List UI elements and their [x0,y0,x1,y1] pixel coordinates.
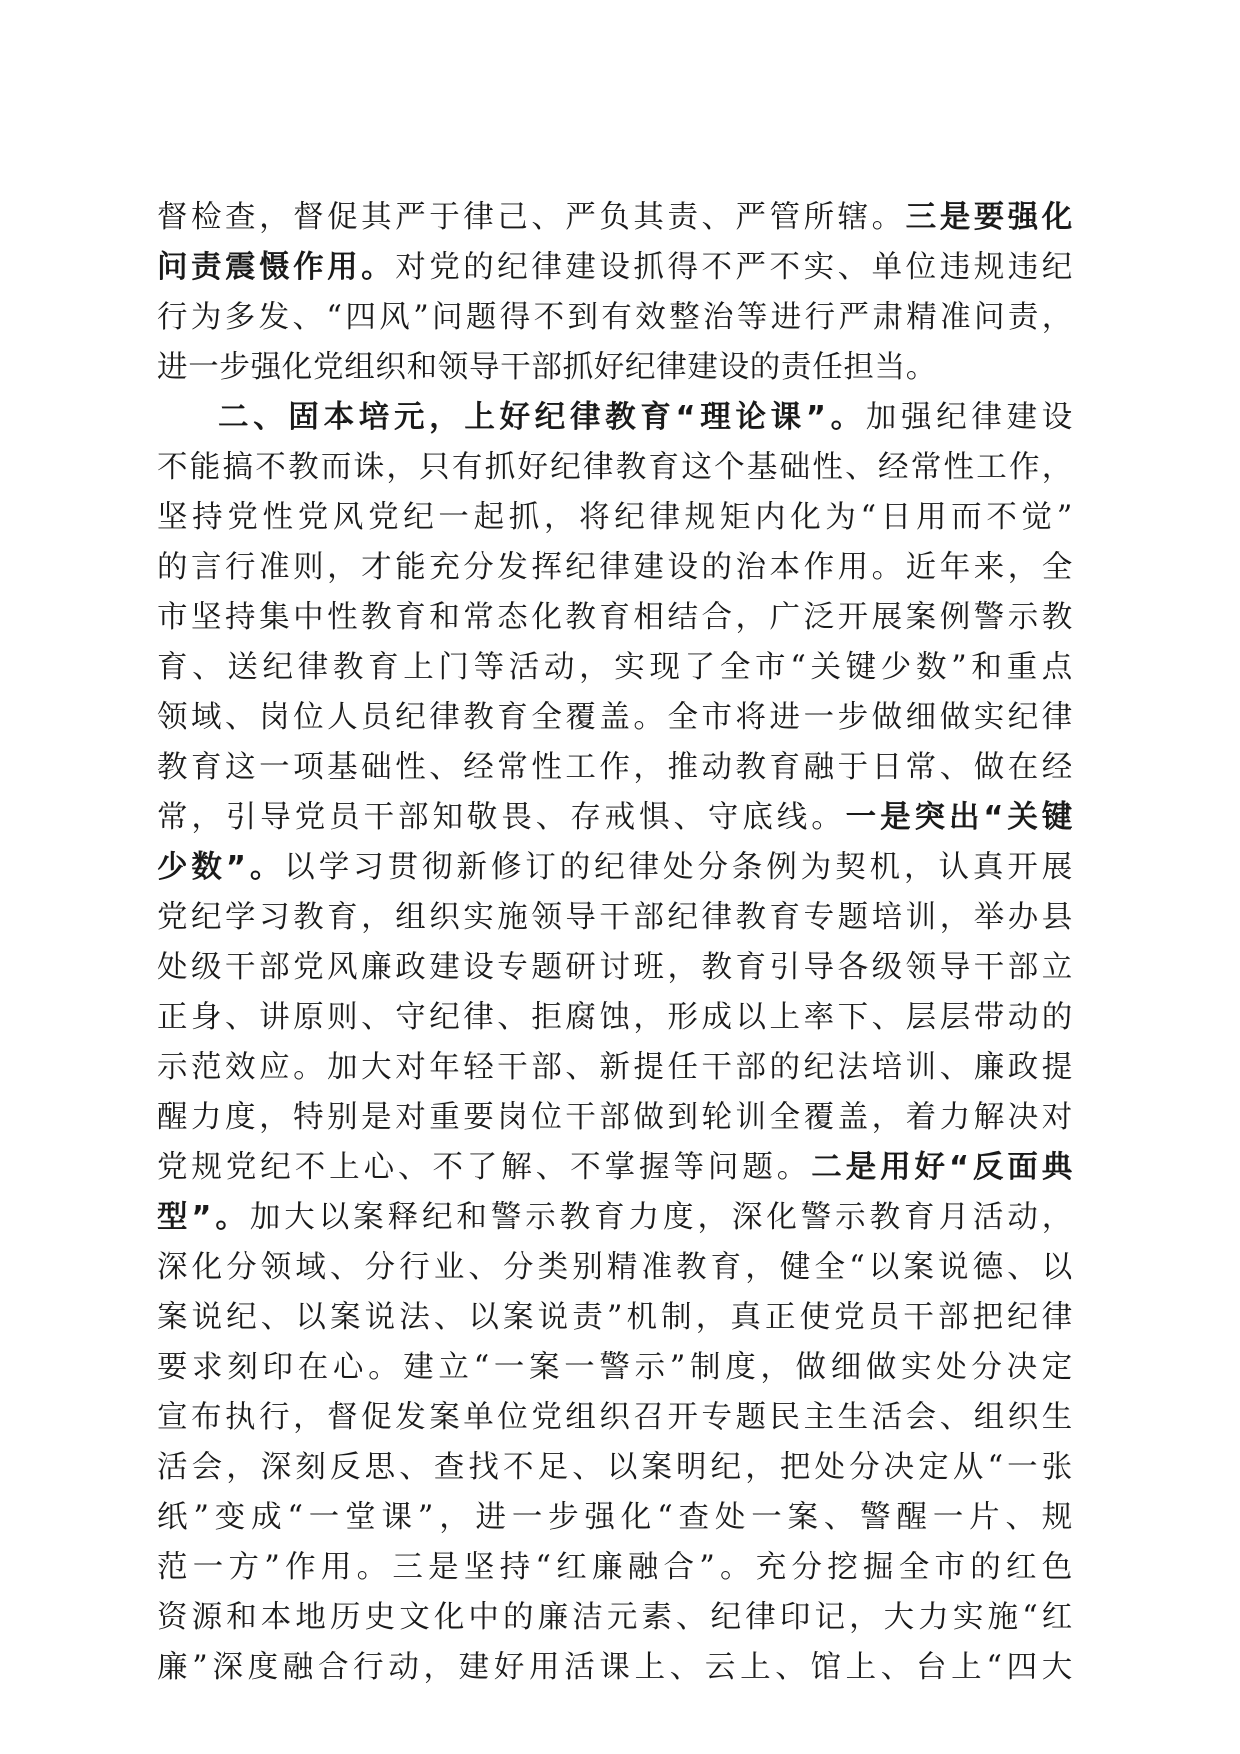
text-segment: 处级干部党风廉政建设专题研讨班，教育引导各级领导干部立 [157,950,1073,985]
text-segment: 宣布执行，督促发案单位党组织召开专题民主生活会、组织生 [157,1400,1073,1435]
text-segment: 坚持党性党风党纪一起抓，将纪律规矩内化为“日用而不觉” [157,500,1073,535]
text-segment: 常，引导党员干部知敬畏、存戒惧、守底线。 [157,800,846,835]
bold-text-segment: 一是突出“关键 [845,800,1073,835]
bold-text-segment: 三是要强化 [905,200,1073,235]
text-line [157,193,1073,243]
text-segment: 正身、讲原则、守纪律、拒腐蚀，形成以上率下、层层带动的 [157,1000,1073,1035]
document-body [157,193,1073,1693]
bold-text-segment: 问责震慑作用。 [157,250,396,285]
text-segment: 不能搞不教而诛，只有抓好纪律教育这个基础性、经常性工作， [157,450,1073,485]
text-segment: 廉”深度融合行动，建好用活课上、云上、馆上、台上“四大 [157,1650,1073,1685]
text-line [157,993,1073,1043]
text-segment: 要求刻印在心。建立“一案一警示”制度，做细做实处分决定 [157,1350,1073,1385]
text-line [157,793,1073,843]
text-line [157,493,1073,543]
text-segment: 党纪学习教育，组织实施领导干部纪律教育专题培训，举办县 [157,900,1073,935]
text-line [157,1043,1073,1093]
text-segment: 育、送纪律教育上门等活动，实现了全市“关键少数”和重点 [157,650,1073,685]
text-segment: 进一步强化党组织和领导干部抓好纪律建设的责任担当。 [157,350,937,385]
text-segment: 活会，深刻反思、查找不足、以案明纪，把处分决定从“一张 [157,1450,1073,1485]
text-segment: 范一方”作用。三是坚持“红廉融合”。充分挖掘全市的红色 [157,1550,1073,1585]
text-line [157,393,1073,443]
text-line [157,943,1073,993]
text-line [157,243,1073,293]
text-line [157,1643,1073,1693]
text-line [157,1593,1073,1643]
text-line [157,1093,1073,1143]
text-segment: 资源和本地历史文化中的廉洁元素、纪律印记，大力实施“红 [157,1600,1073,1635]
text-segment: 加强纪律建设 [865,400,1074,435]
text-segment: 加大以案释纪和警示教育力度，深化警示教育月活动， [249,1200,1073,1235]
text-line [157,643,1073,693]
text-line [157,543,1073,593]
text-line [157,1343,1073,1393]
bold-text-segment: 二是用好“反面典 [811,1150,1073,1185]
text-segment: 深化分领域、分行业、分类别精准教育，健全“以案说德、以 [157,1250,1073,1285]
text-line [157,1543,1073,1593]
text-segment: 的言行准则，才能充分发挥纪律建设的治本作用。近年来，全 [157,550,1073,585]
text-segment: 案说纪、以案说法、以案说责”机制，真正使党员干部把纪律 [157,1300,1073,1335]
text-line [157,693,1073,743]
text-line [157,1193,1073,1243]
text-line [157,1143,1073,1193]
text-line [157,843,1073,893]
text-line [157,343,1073,393]
text-segment: 督检查，督促其严于律己、严负其责、严管所辖。 [157,200,906,235]
bold-text-segment: 少数”。 [157,850,285,885]
text-segment: 行为多发、“四风”问题得不到有效整治等进行严肃精准问责， [157,300,1073,335]
text-line [157,1293,1073,1343]
text-line [157,1393,1073,1443]
text-line [157,443,1073,493]
bold-text-segment: 型”。 [157,1200,250,1235]
text-line [157,1443,1073,1493]
text-segment: 领域、岗位人员纪律教育全覆盖。全市将进一步做细做实纪律 [157,700,1073,735]
text-segment: 党规党纪不上心、不了解、不掌握等问题。 [157,1150,812,1185]
text-line [157,593,1073,643]
text-segment: 醒力度，特别是对重要岗位干部做到轮训全覆盖，着力解决对 [157,1100,1073,1135]
text-line [157,893,1073,943]
text-segment: 教育这一项基础性、经常性工作，推动教育融于日常、做在经 [157,750,1073,785]
text-line [157,1243,1073,1293]
text-segment: 示范效应。加大对年轻干部、新提任干部的纪法培训、廉政提 [157,1050,1073,1085]
text-line [157,293,1073,343]
text-segment: 市坚持集中性教育和常态化教育相结合，广泛开展案例警示教 [157,600,1073,635]
text-line [157,743,1073,793]
text-segment: 以学习贯彻新修订的纪律处分条例为契机，认真开展 [284,850,1073,885]
bold-text-segment: 二、固本培元，上好纪律教育“理论课”。 [218,400,866,435]
text-segment: 对党的纪律建设抓得不严不实、单位违规违纪 [395,250,1073,285]
text-segment: 纸”变成“一堂课”，进一步强化“查处一案、警醒一片、规 [157,1500,1073,1535]
text-line [157,1493,1073,1543]
